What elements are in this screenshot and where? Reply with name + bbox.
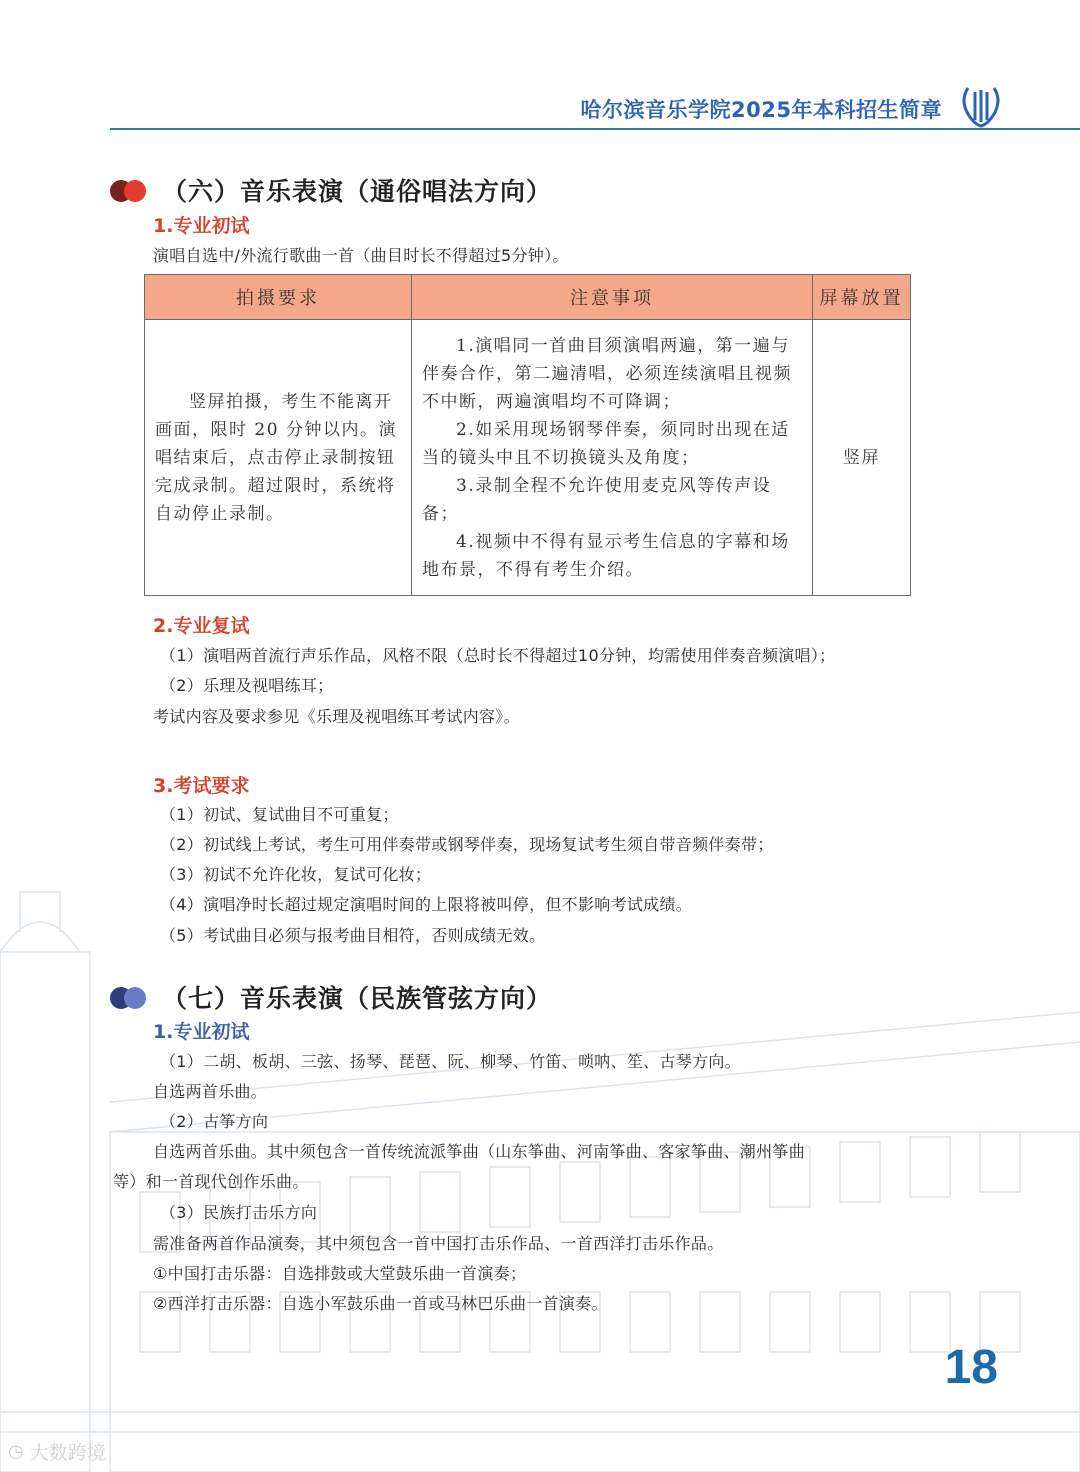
fushi-line: （2）乐理及视唱练耳； xyxy=(160,676,334,695)
screen-orientation-cell: 竖屏 xyxy=(813,320,911,596)
section-7-line: （1）二胡、板胡、三弦、扬琴、琵琶、阮、柳琴、竹笛、唢呐、笙、古琴方向。 xyxy=(160,1052,741,1071)
requirement-item: （1）初试、复试曲目不可重复； xyxy=(160,805,399,824)
bullet-dots-icon xyxy=(110,985,154,1009)
fushi-line: 考试内容及要求参见《乐理及视唱练耳考试内容》。 xyxy=(153,707,520,726)
note-item: 1.演唱同一首曲目须演唱两遍，第一遍与伴奏合作，第二遍清唱，必须连续演唱且视频不中断，两遍演唱均不可降调； xyxy=(422,335,792,412)
table-header-row xyxy=(145,275,911,320)
table-row xyxy=(145,320,911,596)
section-7-sub1: 1.专业初试 xyxy=(153,1021,250,1043)
watermark-text: 大数跨境 xyxy=(29,1442,106,1464)
watermark-logo-icon: ◷ xyxy=(8,1441,24,1462)
header-divider xyxy=(110,128,1080,130)
section-7-line: （3）民族打击乐方向 xyxy=(160,1203,318,1222)
filming-requirement-cell: 竖屏拍摄，考生不能离开画面，限时 20 分钟以内。演唱结束后，点击停止录制按钮完成录制。超过限时，系统将自动停止录制。 xyxy=(145,320,412,596)
requirement-item: （4）演唱净时长超过规定演唱时间的上限将被叫停，但不影响考试成绩。 xyxy=(160,895,693,914)
requirement-item: （3）初试不允许化妆，复试可化妆； xyxy=(160,865,432,884)
section-6-title: （六）音乐表演（通俗唱法方向） xyxy=(162,177,553,206)
section-7-line: 需准备两首作品演奏，其中须包含一首中国打击乐作品、一首西洋打击乐作品。 xyxy=(153,1234,724,1253)
lyre-logo-icon xyxy=(958,80,1004,130)
note-item: 3.录制全程不允许使用麦克风等传声设备； xyxy=(422,475,772,524)
section-6-sub2: 2.专业复试 xyxy=(153,615,250,637)
fushi-line: （1）演唱两首流行声乐作品，风格不限（总时长不得超过10分钟，均需使用伴奏音频演唱）； xyxy=(160,646,836,665)
section-7-line: ①中国打击乐器：自选排鼓或大堂鼓乐曲一首演奏； xyxy=(153,1264,527,1283)
requirement-item: （5）考试曲目必须与报考曲目相符，否则成绩无效。 xyxy=(160,926,546,945)
table-header-cell: 注意事项 xyxy=(412,275,813,320)
header-title: 哈尔滨音乐学院2025年本科招生简章 xyxy=(580,98,942,122)
section-7-line: ②西洋打击乐器：自选小军鼓乐曲一首或马林巴乐曲一首演奏。 xyxy=(153,1294,608,1313)
requirement-item: （2）初试线上考试，考生可用伴奏带或钢琴伴奏，现场复试考生须自带音频伴奏带； xyxy=(160,835,774,854)
section-7-heading xyxy=(110,979,552,1015)
requirements-table xyxy=(144,274,911,596)
table-header-cell: 屏幕放置 xyxy=(813,275,911,320)
section-7-line: 自选两首乐曲。其中须包含一首传统流派筝曲（山东筝曲、河南筝曲、客家筝曲、潮州筝曲 xyxy=(153,1142,806,1161)
section-7-title: （七）音乐表演（民族管弦方向） xyxy=(162,984,553,1013)
notes-cell xyxy=(412,320,813,596)
bullet-dots-icon xyxy=(110,178,154,202)
note-item: 2.如采用现场钢琴伴奏，须同时出现在适当的镜头中且不切换镜头及角度； xyxy=(422,419,790,468)
section-7-line: 等）和一首现代创作乐曲。 xyxy=(113,1172,309,1191)
note-item: 4.视频中不得有显示考生信息的字幕和场地布景，不得有考生介绍。 xyxy=(422,531,790,580)
page-number: 18 xyxy=(944,1341,998,1394)
section-6-sub1: 1.专业初试 xyxy=(153,215,250,237)
section-6-heading xyxy=(110,172,552,208)
section-6-sub3: 3.考试要求 xyxy=(153,775,250,797)
section-7-line: 自选两首乐曲。 xyxy=(153,1082,268,1101)
section-7-line: （2）古筝方向 xyxy=(160,1112,269,1131)
section-6-intro: 演唱自选中/外流行歌曲一首（曲目时长不得超过5分钟）。 xyxy=(153,246,569,265)
table-header-cell: 拍摄要求 xyxy=(145,275,412,320)
watermark xyxy=(8,1438,106,1465)
